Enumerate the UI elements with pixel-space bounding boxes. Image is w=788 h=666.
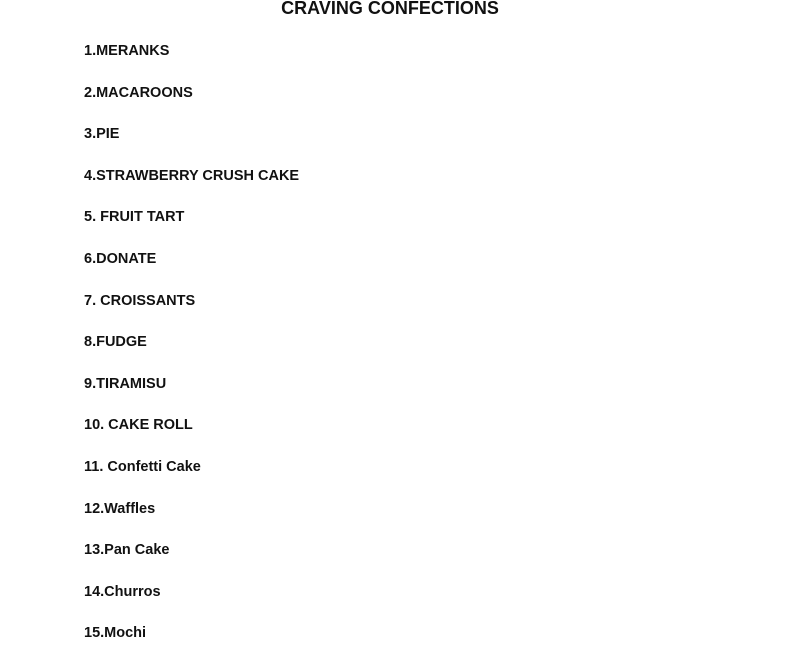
list-item: 15.Mochi xyxy=(84,625,147,642)
list-item: 9.TIRAMISU xyxy=(84,375,167,392)
list-item: 14.Churros xyxy=(84,583,161,600)
list-item: 1.MERANKS xyxy=(84,43,170,59)
list-item: 3.PIE xyxy=(84,126,120,143)
list-item: 6.DONATE xyxy=(84,250,157,267)
page-title: CRAVING CONFECTIONS xyxy=(281,0,499,18)
list-item: 11. Confetti Cake xyxy=(84,458,201,475)
list-item: 5. FRUIT TART xyxy=(84,209,185,226)
list-item: 8.FUDGE xyxy=(84,334,147,351)
list-item: 7. CROISSANTS xyxy=(84,292,196,309)
list-item: 2.MACAROONS xyxy=(84,84,193,101)
confection-list xyxy=(84,42,299,666)
list-item: 13.Pan Cake xyxy=(84,542,170,559)
list-item: 12.Waffles xyxy=(84,500,156,517)
list-item: 4.STRAWBERRY CRUSH CAKE xyxy=(84,167,300,184)
list-item: 10. CAKE ROLL xyxy=(84,417,193,434)
